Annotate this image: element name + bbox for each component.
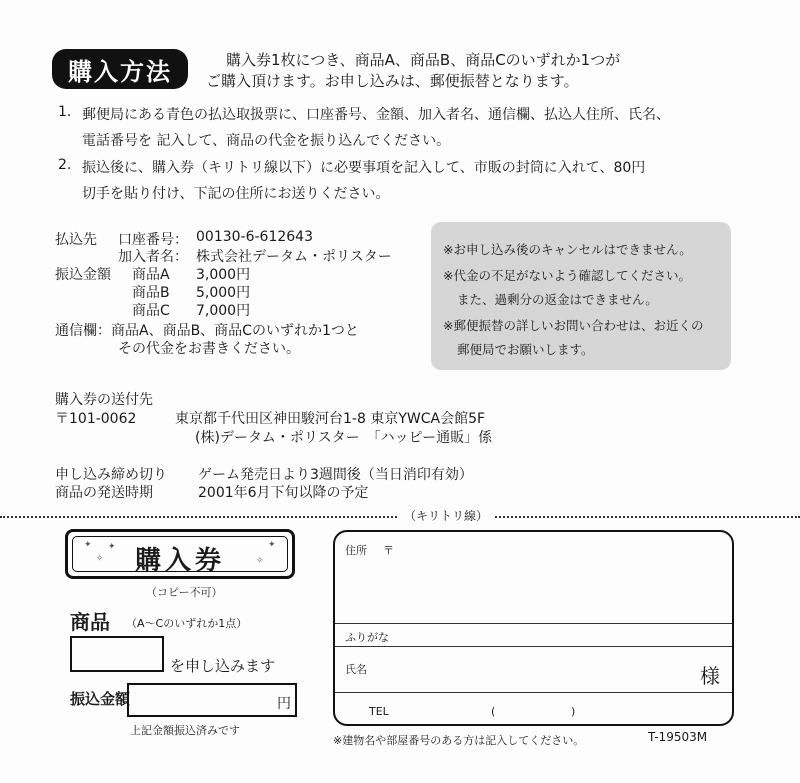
deadline-value: ゲーム発売日より3週間後（当日消印有効）: [198, 467, 473, 483]
account-value: 00130-6-612643: [196, 229, 313, 245]
address-form: [333, 530, 734, 726]
product-a-name: 商品A: [132, 267, 170, 283]
step-2-line-2: 切手を貼り付け、下記の住所にお送りください。: [82, 186, 390, 202]
step-1-number: 1.: [58, 104, 72, 120]
product-label: 商品: [70, 610, 110, 634]
step-1-line-2: 電話番号を 記入して、商品の代金を振り込んでください。: [82, 133, 451, 149]
step-2-line-1: 振込後に、購入券（キリトリ線以下）に必要事項を記入して、市販の封筒に入れて、80円: [82, 160, 646, 176]
product-a-price: 3,000円: [196, 267, 251, 283]
memo-line-2: その代金をお書きください。: [118, 341, 300, 357]
address-label: 住所: [345, 544, 367, 557]
notice-line-4: ※郵便振替の詳しいお問い合わせは、お近くの: [443, 318, 704, 333]
sparkle-icon: ✧: [256, 556, 264, 566]
ship-label: 商品の発送時期: [55, 485, 153, 501]
notice-line-1: ※お申し込み後のキャンセルはできません。: [443, 242, 692, 257]
product-hint: （A～Cのいずれか1点）: [126, 617, 248, 630]
destination-recipient: (株)データム・ポリスター 「ハッピー通販」係: [195, 430, 493, 446]
building-note: ※建物名や部屋番号のある方は記入してください。: [333, 734, 585, 747]
amount-field-label: 振込金額: [70, 690, 131, 708]
name-input-area[interactable]: [335, 647, 692, 692]
amount-box[interactable]: [127, 683, 297, 717]
product-choice-box[interactable]: [70, 636, 164, 672]
sparkle-icon: ✧: [96, 554, 104, 564]
section-badge-label: 購入方法: [68, 57, 172, 86]
name-label: 氏名: [345, 663, 367, 676]
honorific: 様: [700, 664, 720, 688]
apply-text: を申し込みます: [170, 657, 276, 675]
account-label: 口座番号：: [118, 232, 188, 248]
tel-close-paren: ): [571, 705, 576, 718]
tel-open-paren: (: [491, 705, 496, 718]
furigana-input-area[interactable]: [335, 624, 732, 646]
intro-line-2: ご購入頂けます。お申し込みは、郵便振替となります。: [206, 72, 579, 90]
intro-line-1: 購入券1枚につき、商品A、商品B、商品Cのいずれか1つが: [226, 51, 621, 69]
destination-postal: 〒101-0062: [55, 411, 137, 427]
destination-title: 購入券の送付先: [55, 392, 153, 408]
deadline-label: 申し込み締め切り: [55, 467, 167, 483]
paid-note: 上記金額振込済みです: [130, 724, 240, 737]
notice-line-2: ※代金の不足がないよう確認してください。: [443, 268, 691, 283]
sparkle-icon: ✦: [84, 540, 92, 550]
product-c-price: 7,000円: [196, 303, 251, 319]
notice-box: [431, 222, 731, 370]
ticket-title-frame: [65, 529, 295, 579]
payee-label: 払込先: [55, 232, 97, 248]
product-code: T-19503M: [648, 730, 708, 744]
product-b-price: 5,000円: [196, 285, 251, 301]
yen-unit: 円: [277, 696, 291, 712]
address-input-area[interactable]: [335, 532, 732, 622]
ship-value: 2001年6月下旬以降の予定: [198, 485, 369, 501]
tel-label: TEL: [369, 705, 389, 718]
sparkle-icon: ✦: [108, 542, 116, 552]
product-b-name: 商品B: [132, 285, 170, 301]
ticket-title: 購入券: [134, 546, 225, 576]
amount-label: 振込金額: [55, 267, 111, 283]
destination-address: 東京都千代田区神田駿河台1-8 東京YWCA会館5F: [175, 411, 486, 427]
sparkle-icon: ✦: [268, 540, 276, 550]
notice-line-5: 郵便局でお願いします。: [457, 342, 594, 357]
cut-line-label: （キリトリ線）: [398, 507, 494, 524]
step-2-number: 2.: [58, 157, 72, 173]
step-1-line-1: 郵便局にある青色の払込取扱票に、口座番号、金額、加入者名、通信欄、払込人住所、氏名、: [82, 107, 670, 123]
holder-label: 加入者名：: [118, 249, 188, 265]
holder-value: 株式会社データム・ポリスター: [196, 249, 392, 265]
tel-input-area[interactable]: [335, 693, 732, 724]
section-badge: [52, 49, 188, 89]
postal-mark: 〒: [383, 544, 394, 557]
furigana-label: ふりがな: [345, 631, 389, 644]
memo-line-1: 通信欄：商品A、商品B、商品Cのいずれか1つと: [55, 323, 359, 339]
product-c-name: 商品C: [132, 303, 170, 319]
no-copy-note: （コピー不可）: [146, 586, 223, 599]
notice-line-3: また、過剰分の返金はできません。: [457, 292, 658, 307]
